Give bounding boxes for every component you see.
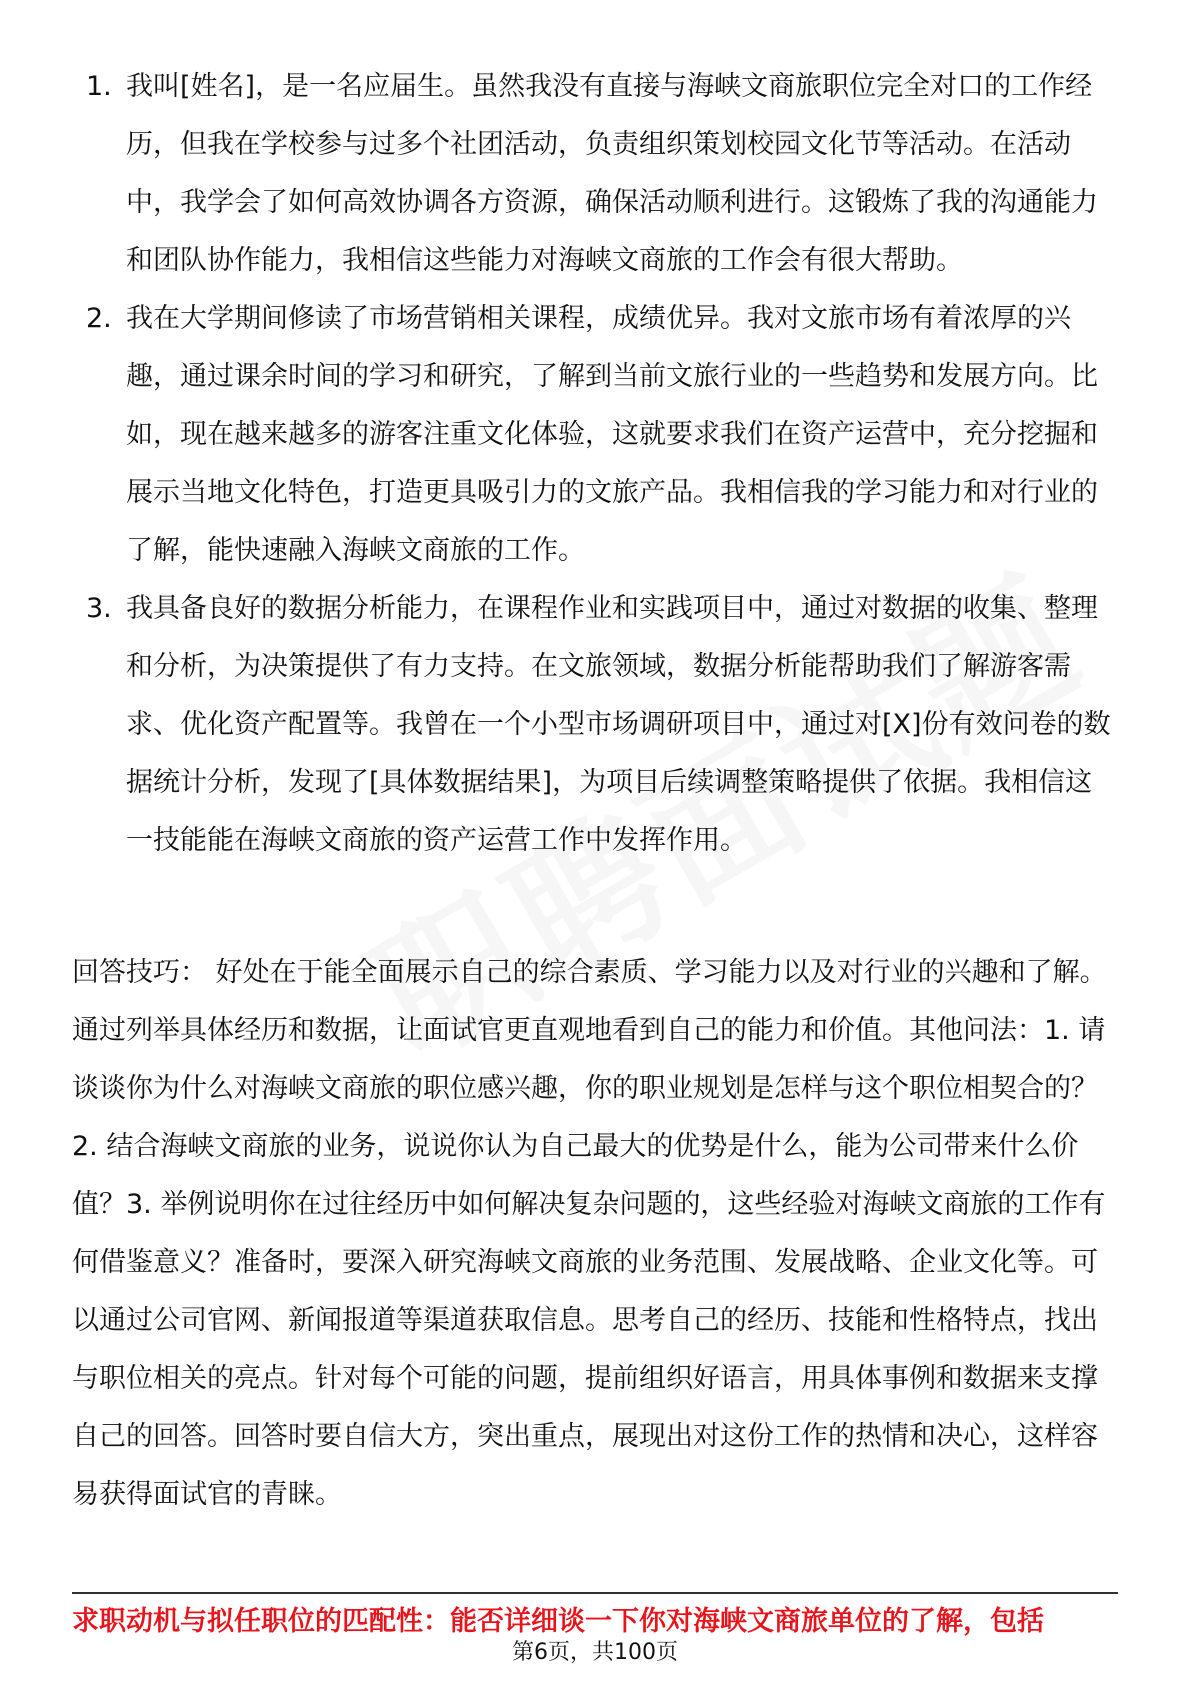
- answer-item-text: 我在大学期间修读了市场营销相关课程，成绩优异。我对文旅市场有着浓厚的兴趣，通过课余时间的学习和研究，了解到当前文旅行业的一些趋势和发展方向。比如，现在越来越多的游客注重文化体验，这就要求我们在资产运营中，充分挖掘和展示当地文化特色，打造更具吸引力的文旅产品。我相信我的学习能力和对行业的了解，能快速融入海峡文商旅的工作。: [126, 303, 1098, 566]
- answer-tips-paragraph: 回答技巧： 好处在于能全面展示自己的综合素质、学习能力以及对行业的兴趣和了解。通过列举具体经历和数据，让面试官更直观地看到自己的能力和价值。其他问法：1. 请谈谈你为什么对海峡文商旅的职位感兴趣，你的职业规划是怎样与这个职位相契合的？2. 结合海峡文商旅的业务，说说你认为自己最大的优势是什么，能为公司带来什么价值？3. 举例说明你在过往经历中如何解决复杂问题的，这些经验对海峡文商旅的工作有何借鉴意义？准备时，要深入研究海峡文商旅的业务范围、发展战略、企业文化等。可以通过公司官网、新闻报道等渠道获取信息。思考自己的经历、技能和性格特点，找出与职位相关的亮点。针对每个可能的问题，提前组织好语言，用具体事例和数据来支撑自己的回答。回答时要自信大方，突出重点，展现出对这份工作的热情和决心，这样容易获得面试官的青睐。: [72, 957, 1107, 1510]
- section-divider: [72, 1592, 1118, 1594]
- answer-item-1: [0, 58, 1190, 290]
- answer-item-number: 1.: [86, 71, 112, 102]
- answer-item-number: 3.: [86, 593, 112, 624]
- answer-item-text: 我叫[姓名]，是一名应届生。虽然我没有直接与海峡文商旅职位完全对口的工作经历，但我在学校参与过多个社团活动，负责组织策划校园文化节等活动。在活动中，我学会了如何高效协调各方资源，确保活动顺利进行。这锻炼了我的沟通能力和团队协作能力，我相信这些能力对海峡文商旅的工作会有很大帮助。: [126, 71, 1098, 276]
- answer-item-number: 2.: [86, 303, 112, 334]
- page-number-footer: 第6页，共100页: [512, 1640, 678, 1665]
- next-question-heading: 求职动机与拟任职位的匹配性：能否详细谈一下你对海峡文商旅单位的了解，包括: [72, 1606, 1044, 1637]
- answer-list: [0, 58, 1190, 870]
- answer-item-3: [0, 580, 1190, 870]
- answer-item-2: [0, 290, 1190, 580]
- answer-item-text: 我具备良好的数据分析能力，在课程作业和实践项目中，通过对数据的收集、整理和分析，为决策提供了有力支持。在文旅领域，数据分析能帮助我们了解游客需求、优化资产配置等。我曾在一个小型市场调研项目中，通过对[X]份有效问卷的数据统计分析，发现了[具体数据结果]，为项目后续调整策略提供了依据。我相信这一技能能在海峡文商旅的资产运营工作中发挥作用。: [126, 593, 1111, 856]
